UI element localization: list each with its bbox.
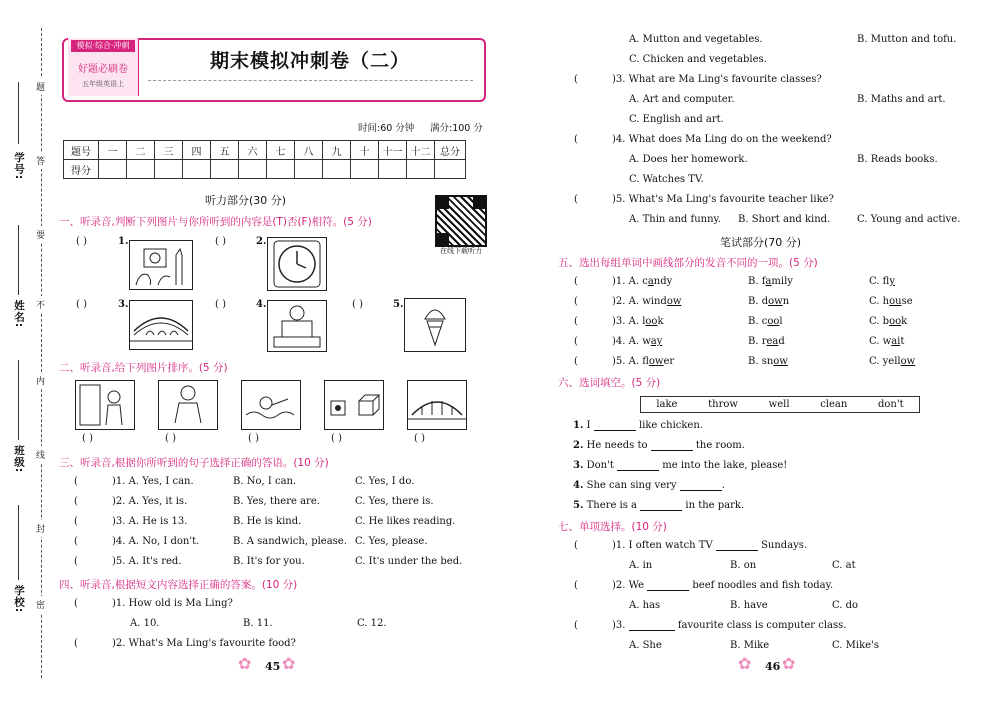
- answer-blank[interactable]: ( ): [248, 433, 259, 444]
- answer-blank[interactable]: (: [74, 536, 78, 547]
- page-number-left: 45: [265, 660, 281, 673]
- clock-icon: [268, 238, 326, 290]
- option-a[interactable]: A. Thin and funny.: [629, 214, 722, 225]
- score-input-cell[interactable]: [155, 160, 183, 179]
- option-b[interactable]: B. Mike: [730, 640, 770, 651]
- score-input-cell[interactable]: [295, 160, 323, 179]
- option-c[interactable]: C. Watches TV.: [629, 174, 704, 185]
- answer-blank[interactable]: (: [574, 74, 578, 85]
- answer-blank[interactable]: ( ): [215, 299, 226, 310]
- picture-swimming: [241, 380, 301, 430]
- answer-blank[interactable]: (: [574, 580, 578, 591]
- school-line[interactable]: [18, 505, 19, 580]
- student-id-label: 学号:: [13, 152, 25, 181]
- score-input-cell[interactable]: [239, 160, 267, 179]
- picture-bridge-2: [407, 380, 467, 430]
- score-input-cell[interactable]: [183, 160, 211, 179]
- answer-blank[interactable]: (: [74, 598, 78, 609]
- option-c[interactable]: C. Yes, I do.: [355, 476, 415, 487]
- picture-reading-boy: [267, 300, 327, 352]
- option-c[interactable]: C. do: [832, 600, 859, 611]
- question-text: )3. A. He is 13.: [112, 516, 188, 527]
- badge-title: 好题必刷卷: [78, 64, 128, 75]
- answer-blank[interactable]: (: [574, 134, 578, 145]
- page-title: 期末模拟冲刺卷（二）: [209, 50, 410, 72]
- score-cell: 总分: [435, 141, 466, 160]
- answer-blank[interactable]: (: [574, 276, 578, 287]
- score-cell: 十二: [407, 141, 435, 160]
- score-input-cell[interactable]: [351, 160, 379, 179]
- s5-option-c: C. house: [869, 296, 913, 307]
- answer-blank[interactable]: ( ): [76, 236, 87, 247]
- fill-blank[interactable]: [640, 510, 682, 511]
- binding-cut-line: [41, 28, 42, 678]
- word-bank-item[interactable]: well: [768, 399, 790, 410]
- picture-ice-cream: [404, 298, 466, 352]
- picture-clock: [267, 237, 327, 291]
- score-cell: 十一: [379, 141, 407, 160]
- palm-tree-icon: ✿: [282, 654, 296, 673]
- swimming-icon: [242, 381, 300, 429]
- zoo-icon: [130, 241, 192, 289]
- answer-blank[interactable]: (: [74, 476, 78, 487]
- palm-tree-icon: ✿: [238, 654, 252, 673]
- answer-blank[interactable]: ( ): [82, 433, 93, 444]
- binding-char: 密: [36, 596, 45, 613]
- question-text: )4. A. No, I don't.: [112, 536, 200, 547]
- qr-caption: 在线下载听力: [440, 247, 482, 255]
- s5-option-b: B. family: [748, 276, 793, 287]
- score-cell: 八: [295, 141, 323, 160]
- option-c[interactable]: C. Chicken and vegetables.: [629, 54, 767, 65]
- picture-window: [75, 380, 135, 430]
- fill-sentence: 3. Don't me into the lake, please!: [573, 460, 788, 471]
- word-bank: [640, 396, 920, 413]
- fill-blank[interactable]: [716, 550, 758, 551]
- fill-sentence: 4. She can sing very .: [573, 480, 725, 491]
- score-input-cell[interactable]: [435, 160, 466, 179]
- binding-char: 线: [36, 446, 45, 463]
- question-text: )3. What are Ma Ling's favourite classes?: [612, 74, 822, 85]
- option-b[interactable]: B. It's for you.: [233, 556, 305, 567]
- option-a[interactable]: A. Art and computer.: [629, 94, 735, 105]
- option-c[interactable]: C. Yes, please.: [355, 536, 428, 547]
- section-5-heading: 五、选出每组单词中画线部分的发音不同的一项。(5 分): [558, 257, 818, 269]
- option-c[interactable]: C. 12.: [357, 618, 387, 629]
- option-b[interactable]: B. Maths and art.: [857, 94, 946, 105]
- option-c[interactable]: C. Young and active.: [857, 214, 961, 225]
- item-number: 4.: [256, 299, 267, 310]
- score-cell: 九: [323, 141, 351, 160]
- answer-blank[interactable]: (: [74, 516, 78, 527]
- fill-blank[interactable]: [651, 450, 693, 451]
- s5-option-a: )4. A. way: [612, 336, 663, 347]
- item-number: 1.: [118, 236, 129, 247]
- s5-option-b: B. read: [748, 336, 785, 347]
- section-7-heading: 七、单项选择。(10 分): [558, 521, 667, 533]
- option-b[interactable]: B. Short and kind.: [738, 214, 831, 225]
- option-c[interactable]: C. Yes, there is.: [355, 496, 434, 507]
- listening-heading: 听力部分(30 分): [205, 194, 287, 207]
- question-text: )2. We beef noodles and fish today.: [612, 580, 834, 591]
- score-input-cell[interactable]: [379, 160, 407, 179]
- answer-blank[interactable]: (: [74, 556, 78, 567]
- score-cell: 五: [211, 141, 239, 160]
- picture-zoo-animals: [129, 240, 193, 290]
- option-b[interactable]: B. Mutton and tofu.: [857, 34, 957, 45]
- palm-tree-icon: ✿: [738, 654, 752, 673]
- name-label: 姓名:: [13, 300, 25, 329]
- option-b[interactable]: B. on: [730, 560, 757, 571]
- score-input-cell[interactable]: [211, 160, 239, 179]
- score-cell: 一: [99, 141, 127, 160]
- badge-top-tag: 模拟·综合·冲刺: [71, 40, 135, 52]
- class-label: 班级:: [13, 445, 25, 474]
- score-table-score-row: [64, 160, 466, 179]
- fill-blank[interactable]: [594, 430, 636, 431]
- section-4-heading: 四、听录音,根据短文内容选择正确的答案。(10 分): [59, 579, 298, 591]
- section-6-heading: 六、选词填空。(5 分): [558, 377, 661, 389]
- score-table-header-row: [64, 141, 466, 160]
- class-line[interactable]: [18, 360, 19, 440]
- s5-option-a: )5. A. flower: [612, 356, 675, 367]
- written-heading: 笔试部分(70 分): [720, 236, 802, 249]
- question-text: )1. How old is Ma Ling?: [112, 598, 233, 609]
- score-cell: 七: [267, 141, 295, 160]
- answer-blank[interactable]: (: [574, 356, 578, 367]
- s5-option-a: )1. A. candy: [612, 276, 673, 287]
- option-a[interactable]: A. in: [629, 560, 653, 571]
- answer-blank[interactable]: (: [574, 296, 578, 307]
- score-input-cell[interactable]: [407, 160, 435, 179]
- student-id-line[interactable]: [18, 82, 19, 144]
- score-cell: 六: [239, 141, 267, 160]
- qr-code[interactable]: [435, 195, 487, 247]
- s5-option-c: C. wait: [869, 336, 905, 347]
- girl-writing-icon: [159, 381, 217, 429]
- question-text: )5. What's Ma Ling's favourite teacher like?: [612, 194, 834, 205]
- option-a[interactable]: A. She: [629, 640, 662, 651]
- window-icon: [76, 381, 134, 429]
- answer-blank[interactable]: ( ): [414, 433, 425, 444]
- answer-blank[interactable]: (: [74, 496, 78, 507]
- binding-char: 封: [36, 520, 45, 537]
- option-c[interactable]: C. He likes reading.: [355, 516, 456, 527]
- option-b[interactable]: B. Yes, there are.: [233, 496, 320, 507]
- option-c[interactable]: C. English and art.: [629, 114, 724, 125]
- fill-blank[interactable]: [617, 470, 659, 471]
- palm-tree-icon: ✿: [782, 654, 796, 673]
- answer-blank[interactable]: ( ): [76, 299, 87, 310]
- question-text: )5. A. It's red.: [112, 556, 182, 567]
- option-c[interactable]: C. It's under the bed.: [355, 556, 463, 567]
- score-input-cell[interactable]: [99, 160, 127, 179]
- score-cell: 三: [155, 141, 183, 160]
- fill-sentence: 1. I like chicken.: [573, 420, 703, 431]
- score-cell: 二: [127, 141, 155, 160]
- question-text: )4. What does Ma Ling do on the weekend?: [612, 134, 832, 145]
- s5-option-c: C. book: [869, 316, 908, 327]
- fill-sentence: 5. There is a in the park.: [573, 500, 745, 511]
- answer-blank[interactable]: (: [574, 316, 578, 327]
- ice-cream-icon: [405, 299, 465, 351]
- picture-bridge: [129, 300, 193, 350]
- word-bank-item[interactable]: don't: [877, 399, 904, 410]
- answer-blank[interactable]: ( ): [215, 236, 226, 247]
- score-cell: 十: [351, 141, 379, 160]
- option-b[interactable]: B. He is kind.: [233, 516, 302, 527]
- score-row-label: 得分: [64, 160, 99, 179]
- option-b[interactable]: B. No, I can.: [233, 476, 297, 487]
- answer-blank[interactable]: ( ): [331, 433, 342, 444]
- reading-boy-icon: [268, 301, 326, 351]
- question-text: )2. What's Ma Ling's favourite food?: [112, 638, 296, 649]
- school-label: 学校:: [13, 585, 25, 614]
- answer-blank[interactable]: ( ): [165, 433, 176, 444]
- binding-char: 答: [36, 152, 45, 169]
- word-bank-item[interactable]: lake: [656, 399, 678, 410]
- option-a[interactable]: A. Mutton and vegetables.: [629, 34, 763, 45]
- score-input-cell[interactable]: [323, 160, 351, 179]
- exam-full-score: 满分:100 分: [430, 123, 483, 134]
- exam-time: 时间:60 分钟: [358, 123, 415, 134]
- question-text: )1. I often watch TV Sundays.: [612, 540, 808, 551]
- page-number-right: 46: [765, 660, 781, 673]
- option-c[interactable]: C. at: [832, 560, 856, 571]
- answer-blank[interactable]: (: [574, 194, 578, 205]
- s5-option-c: C. fly: [869, 276, 895, 287]
- name-line[interactable]: [18, 225, 19, 295]
- binding-char: 不: [36, 296, 45, 313]
- badge-sub: 五年级英语上: [82, 80, 124, 88]
- item-number: 2.: [256, 236, 267, 247]
- s5-option-b: B. cool: [748, 316, 783, 327]
- section-2-heading: 二、听录音,给下列图片排序。(5 分): [59, 362, 228, 374]
- fill-blank[interactable]: [647, 590, 689, 591]
- option-a[interactable]: A. Does her homework.: [629, 154, 748, 165]
- answer-blank[interactable]: (: [574, 620, 578, 631]
- s5-option-a: )3. A. look: [612, 316, 664, 327]
- answer-blank[interactable]: ( ): [352, 299, 363, 310]
- word-bank-item[interactable]: clean: [820, 399, 848, 410]
- score-table: [63, 140, 466, 179]
- binding-char: 要: [36, 226, 45, 243]
- question-text: )3. favourite class is computer class.: [612, 620, 847, 631]
- s5-option-c: C. yellow: [869, 356, 916, 367]
- fill-blank[interactable]: [680, 490, 722, 491]
- question-text: )2. A. Yes, it is.: [112, 496, 188, 507]
- option-b[interactable]: B. Reads books.: [857, 154, 938, 165]
- fill-sentence: 2. He needs to the room.: [573, 440, 745, 451]
- picture-girl-writing: [158, 380, 218, 430]
- item-number: 3.: [118, 299, 129, 310]
- option-a[interactable]: A. 10.: [130, 618, 160, 629]
- score-cell: 四: [183, 141, 211, 160]
- score-cell: 题号: [64, 141, 99, 160]
- option-a[interactable]: A. has: [629, 600, 661, 611]
- option-b[interactable]: B. have: [730, 600, 768, 611]
- s5-option-b: B. down: [748, 296, 790, 307]
- option-c[interactable]: C. Mike's: [832, 640, 879, 651]
- s5-option-b: B. snow: [748, 356, 788, 367]
- answer-blank[interactable]: (: [574, 540, 578, 551]
- bridge-icon: [408, 381, 466, 429]
- score-input-cell[interactable]: [267, 160, 295, 179]
- picture-boxes: [324, 380, 384, 430]
- title-dotted-rule: [148, 80, 473, 81]
- option-b[interactable]: B. A sandwich, please.: [233, 536, 347, 547]
- answer-blank[interactable]: (: [574, 336, 578, 347]
- score-input-cell[interactable]: [127, 160, 155, 179]
- fill-blank[interactable]: [629, 630, 675, 631]
- binding-char: 题: [36, 78, 45, 95]
- binding-char: 内: [36, 372, 45, 389]
- s5-option-a: )2. A. window: [612, 296, 682, 307]
- section-3-heading: 三、听录音,根据你所听到的句子选择正确的答语。(10 分): [59, 457, 329, 469]
- answer-blank[interactable]: (: [74, 638, 78, 649]
- word-bank-item[interactable]: throw: [708, 399, 738, 410]
- item-number: 5.: [393, 299, 404, 310]
- section-1-heading: 一、听录音,判断下列图片与你所听到的内容是(T)否(F)相符。(5 分): [59, 216, 372, 228]
- question-text: )1. A. Yes, I can.: [112, 476, 194, 487]
- option-b[interactable]: B. 11.: [243, 618, 273, 629]
- bridge-icon: [130, 301, 192, 349]
- boxes-icon: [325, 381, 383, 429]
